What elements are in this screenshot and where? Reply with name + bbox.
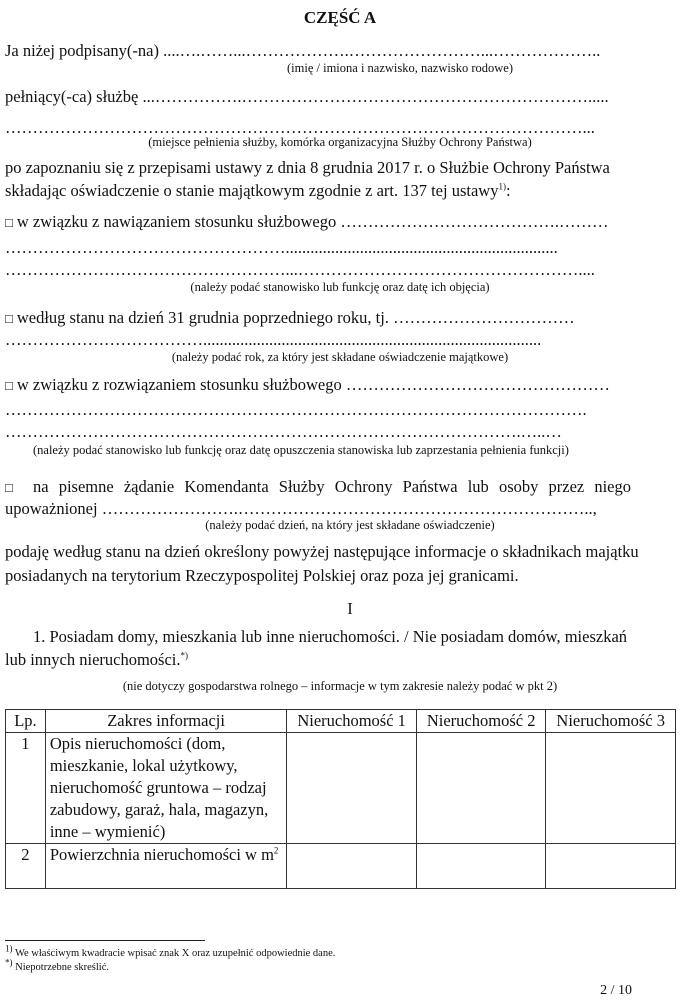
property-2-cell[interactable] <box>416 733 546 844</box>
section-item-text: lub innych nieruchomości. <box>5 650 181 669</box>
option-termination-field-3[interactable]: ………………………………………………………………………………….…..… <box>5 422 562 441</box>
declarant-line <box>5 41 600 61</box>
service-caption: (miejsce pełnienia służby, komórka organizacyjna Służby Ochrony Państwa) <box>148 135 532 149</box>
footnote-1 <box>5 943 336 959</box>
header-lp: Lp. <box>6 710 46 733</box>
intro-text: składając oświadczenie o stanie majątkowym zgodnie z art. 137 tej ustawy <box>5 181 499 200</box>
header-property-1: Nieruchomość 1 <box>287 710 417 733</box>
row-number: 2 <box>6 844 46 889</box>
section-title: CZĘŚĆ A <box>303 8 377 27</box>
property-table <box>5 709 676 889</box>
footnote-divider <box>5 940 205 941</box>
section-note: (nie dotyczy gospodarstwa rolnego – informacje w tym zakresie należy podać w pkt 2) <box>122 679 558 693</box>
option-request-label-2: upoważnionej <box>5 499 98 518</box>
footnote-2-text: Niepotrzebne skreślić. <box>15 962 110 973</box>
property-2-cell[interactable] <box>416 844 546 889</box>
option-request <box>5 477 631 497</box>
footnote-2 <box>5 957 110 973</box>
section-item-line-2 <box>5 650 188 670</box>
option-request-caption: (należy podać dzień, na który jest składane oświadczenie) <box>205 518 495 532</box>
option-hiring-caption: (należy podać stanowisko lub funkcję oraz datę ich objęcia) <box>190 280 490 294</box>
footnote-ref-star: *) <box>180 650 189 661</box>
checkbox-termination[interactable]: □ <box>5 378 13 393</box>
statement-line-1: podaję według stanu na dzień określony powyżej następujące informacje o składnikach majątku <box>5 542 639 561</box>
option-request-field[interactable]: …………………….……………………………………………………….., <box>101 499 597 518</box>
section-item-line-1: 1. Posiadam domy, mieszkania lub inne nieruchomości. / Nie posiadam domów, mieszkań <box>33 627 628 646</box>
footnote-1-text: We właściwym kwadracie wpisać znak X oraz uzupełnić odpowiednie dane. <box>14 948 336 959</box>
intro-colon: : <box>505 181 511 200</box>
option-termination-label: w związku z rozwiązaniem stosunku służbowego <box>16 375 342 394</box>
intro-line-2 <box>5 181 511 201</box>
checkbox-yearend[interactable]: □ <box>5 311 13 326</box>
option-termination-field-2[interactable]: ……………………………………………………………………………………………. <box>5 400 587 419</box>
section-number: I <box>347 599 353 618</box>
row-description-text: Powierzchnia nieruchomości w m <box>49 845 274 864</box>
table-header-row <box>6 710 676 733</box>
footnote-1-mark: 1) <box>5 943 13 954</box>
intro-line-1: po zapoznaniu się z przepisami ustawy z dnia 8 grudnia 2017 r. o Służbie Ochrony Państwa <box>5 158 610 177</box>
table-row <box>6 733 676 844</box>
service-place-field-2[interactable]: ……………………………………………………………………………………………... <box>5 118 595 137</box>
service-line <box>5 87 609 107</box>
option-hiring-field-2[interactable]: …………………………………………….................................................................. <box>5 238 558 257</box>
header-property-2: Nieruchomość 2 <box>416 710 546 733</box>
option-hiring-label: w związku z nawiązaniem stosunku służbowego <box>16 212 337 231</box>
table-row <box>6 844 676 889</box>
checkbox-request[interactable]: □ <box>5 480 19 495</box>
option-termination-field[interactable]: ………………………………………… <box>345 375 610 394</box>
declarant-label: Ja niżej podpisany(-na) <box>5 41 159 60</box>
option-request-line-2 <box>5 499 597 519</box>
service-place-field[interactable]: ...…………….………………………………………………………..... <box>142 87 609 106</box>
option-yearend-field-2[interactable]: ……………………………….................................................................................. <box>5 330 542 349</box>
option-request-label: na pisemne żądanie Komendanta Służby Ochrony Państwa lub osoby przez niego <box>33 477 631 496</box>
option-yearend <box>5 308 575 328</box>
checkbox-hiring[interactable]: □ <box>5 215 13 230</box>
page-number: 2 / 10 <box>600 983 632 998</box>
property-3-cell[interactable] <box>546 844 676 889</box>
option-yearend-caption: (należy podać rok, za który jest składane oświadczenie majątkowe) <box>171 350 509 364</box>
property-1-cell[interactable] <box>287 844 417 889</box>
row-description: Opis nieruchomości (dom, mieszkanie, lokal użytkowy, nieruchomość gruntowa – rodzaj zabudowy, garaż, hala, magazyn, inne – wymienić) <box>45 733 287 844</box>
declarant-name-field[interactable]: ....….……...……………….……………………...……………….. <box>163 41 601 60</box>
property-3-cell[interactable] <box>546 733 676 844</box>
footnote-2-mark: *) <box>5 957 13 968</box>
option-termination <box>5 375 610 395</box>
header-zakres: Zakres informacji <box>45 710 287 733</box>
service-label: pełniący(-ca) służbę <box>5 87 139 106</box>
unit-exponent: 2 <box>273 845 279 856</box>
option-hiring-field-3[interactable]: ……………………………………………...…………………………………………….... <box>5 260 595 279</box>
option-hiring-field[interactable]: ………………………………….……… <box>340 212 609 231</box>
option-hiring <box>5 212 608 232</box>
declarant-caption: (imię / imiona i nazwisko, nazwisko rodowe) <box>287 61 513 75</box>
property-1-cell[interactable] <box>287 733 417 844</box>
header-property-3: Nieruchomość 3 <box>546 710 676 733</box>
footnote-ref: 1) <box>498 181 506 192</box>
option-termination-caption: (należy podać stanowisko lub funkcję oraz datę opuszczenia stanowiska lub zaprzestania pełnienia funkcji) <box>33 443 569 457</box>
row-number: 1 <box>6 733 46 844</box>
option-yearend-field[interactable]: …………………………… <box>393 308 575 327</box>
statement-line-2: posiadanych na terytorium Rzeczypospolitej Polskiej oraz poza jej granicami. <box>5 566 519 585</box>
row-description <box>45 844 287 889</box>
option-yearend-label: według stanu na dzień 31 grudnia poprzedniego roku, tj. <box>16 308 389 327</box>
